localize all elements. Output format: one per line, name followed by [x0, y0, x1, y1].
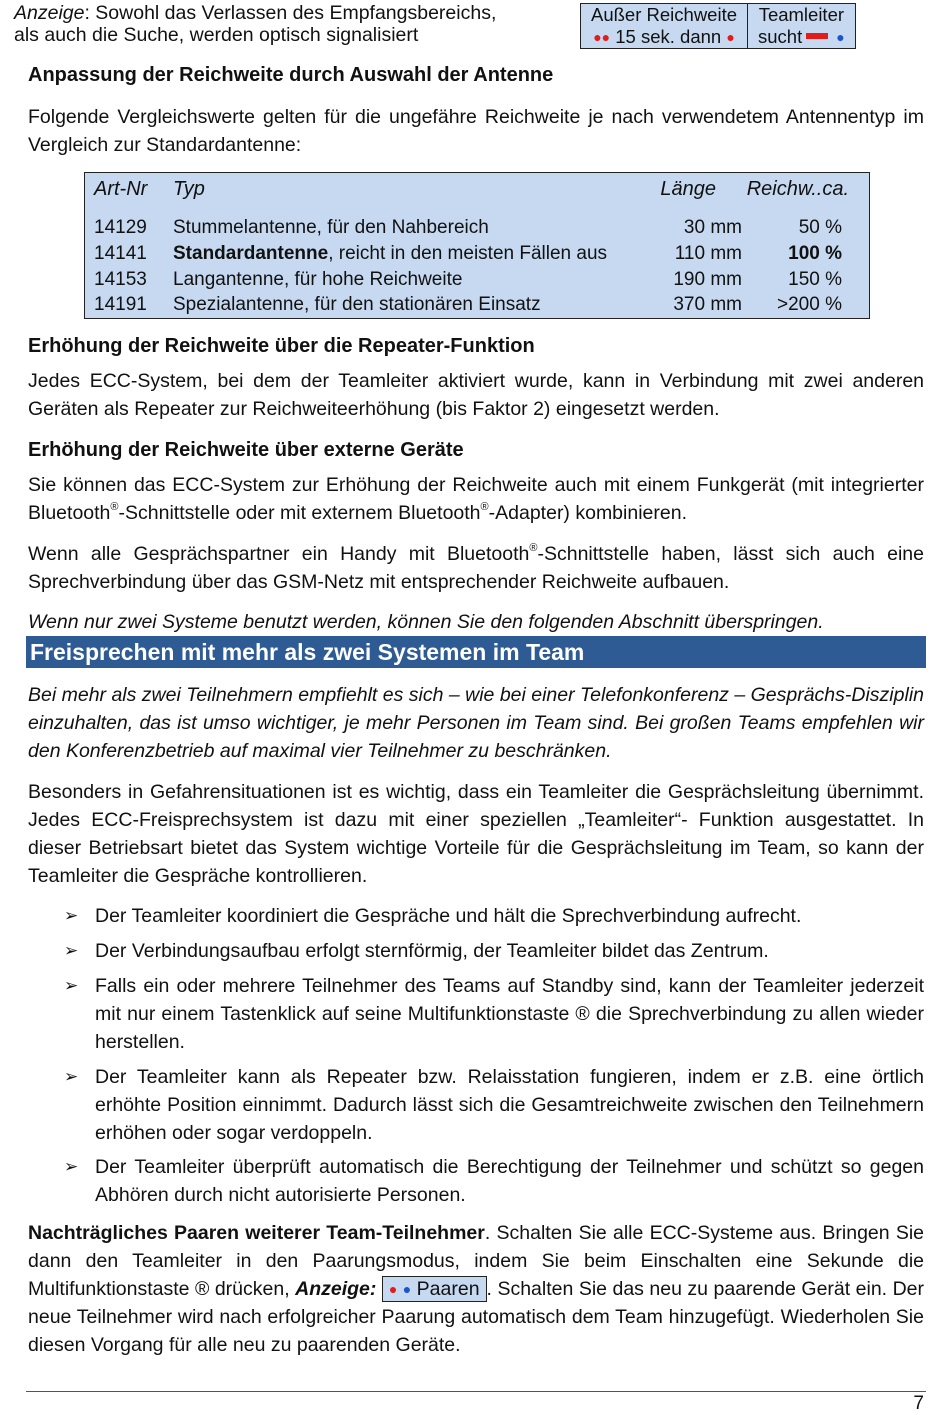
external-paragraph-2: Wenn alle Gesprächspartner ein Handy mit Bluetooth®-Schnittstelle haben, lässt sich auch eine Sprechverbindung über das GSM-Netz mit entsprechender Reichweite aufbauen.: [28, 542, 924, 593]
notice-label: Anzeige: [14, 2, 85, 24]
external-paragraph-1: Sie können das ECC-System zur Erhöhung der Reichweite auch mit einem Funkgerät (mit integrierter Bluetooth®-Schnittstelle oder mit externem Bluetooth®-Adapter) kombinieren.: [28, 474, 924, 524]
skip-note: Wenn nur zwei Systeme benutzt werden, können Sie den folgenden Abschnitt überspringen.: [28, 611, 824, 633]
heading-repeater: Erhöhung der Reichweite über die Repeater-Funktion: [28, 335, 535, 357]
list-item: ➢ Der Teamleiter koordiniert die Gespräche und hält die Sprechverbindung aufrecht.: [64, 902, 924, 930]
notice-text: Anzeige: Sowohl das Verlassen des Empfangsbereichs, als auch die Suche, werden optisch signalisiert: [14, 2, 497, 46]
heading-external: Erhöhung der Reichweite über externe Geräte: [28, 439, 464, 461]
repeater-paragraph: Jedes ECC-System, bei dem der Teamleiter aktiviert wurde, kann in Verbindung mit zwei anderen Geräten als Repeater zur Reichweiteerhöhung (bis Faktor 2) eingesetzt werden.: [28, 370, 925, 420]
table-row: 14141 Standardantenne, reicht in den meisten Fällen aus 110 mm 100 %: [94, 243, 842, 264]
pairing-heading: Nachträgliches Paaren weiterer Team-Teilnehmer: [28, 1222, 485, 1244]
list-item: ➢ Falls ein oder mehrere Teilnehmer des Teams auf Standby sind, kann der Teamleiter jederzeit mit nur einem Tastenklick auf seine Multifunktionstaste ® die Sprechverbindung zu allen wieder herstellen.: [64, 972, 924, 1056]
display-teamleader-searching: Teamleiter sucht ●: [747, 4, 855, 48]
page-number: 7: [913, 1393, 924, 1414]
red-dot-icon: ●: [726, 29, 735, 45]
section-banner: Freisprechen mit mehr als zwei Systemen im Team: [26, 636, 926, 668]
arrow-bullet-icon: ➢: [64, 1157, 79, 1176]
pairing-display-indicator: ● ● Paaren: [382, 1276, 487, 1302]
blue-dot-icon: ●: [836, 29, 845, 45]
top-notice: [0, 2, 896, 50]
team-intro-italic: Bei mehr als zwei Teilnehmern empfiehlt es sich – wie bei einer Telefonkonferenz – Gesprächs-Disziplin einzuhalten, das ist umso wichtiger, je mehr Personen im Team sind. Bei großen Teams empfehlen wir den Konferenzbetrieb auf maximal vier Teilnehmer zu beschränken.: [28, 684, 924, 762]
red-bar-icon: [806, 33, 828, 39]
pairing-paragraph: Nachträgliches Paaren weiterer Team-Teilnehmer. Schalten Sie alle ECC-Systeme aus. Bringen Sie dann den Teamleiter in den Paarungsmodus, indem Sie beim Einschalten eine Sekunde die Multifunktionstaste ® drücken, Anzeige: ● ● Paaren . Schalten Sie das neu zu paarende Gerät ein. Der neue Teilnehmer wird nach erfolgreicher Paarung automatisch dem Team hinzugefügt. Wiederholen Sie diesen Vorgang für alle neu zu paarenden Geräte.: [28, 1222, 925, 1356]
table-row: 14153 Langantenne, für hohe Reichweite 190 mm 150 %: [94, 269, 842, 290]
table-header: Art-Nr Typ Länge Reichw..ca.: [94, 178, 849, 200]
display-indicator-box: [580, 3, 856, 49]
footer-divider: [26, 1391, 926, 1392]
heading-antenna: Anpassung der Reichweite durch Auswahl der Antenne: [28, 64, 554, 86]
list-item: ➢ Der Teamleiter überprüft automatisch die Berechtigung der Teilnehmer und schützt so gegen Abhören durch nicht autorisierte Personen.: [64, 1153, 924, 1209]
teamleader-paragraph: Besonders in Gefahrensituationen ist es wichtig, dass ein Teamleiter die Gesprächsleitung übernimmt. Jedes ECC-Freisprechsystem ist dazu mit einer speziellen „Teamleiter“- Funktion ausgestattet. In dieser Betriebsart bietet das System wichtige Vorteile für die Gesprächsleitung im Team, so kann der Teamleiter die Gespräche kontrollieren.: [28, 781, 925, 887]
blue-dot-icon: ●: [402, 1281, 412, 1297]
arrow-bullet-icon: ➢: [64, 1067, 79, 1086]
table-row: 14129 Stummelantenne, für den Nahbereich 30 mm 50 %: [94, 217, 842, 238]
arrow-bullet-icon: ➢: [64, 976, 79, 995]
antenna-table: [84, 172, 870, 319]
display-out-of-range: Außer Reichweite ●● 15 sek. dann ●: [591, 4, 738, 47]
list-item: ➢ Der Verbindungsaufbau erfolgt sternförmig, der Teamleiter bildet das Zentrum.: [64, 937, 924, 965]
red-dot-icon: ●●: [593, 29, 611, 45]
arrow-bullet-icon: ➢: [64, 941, 79, 960]
red-dot-icon: ●: [388, 1281, 398, 1297]
arrow-bullet-icon: ➢: [64, 906, 79, 925]
list-item: ➢ Der Teamleiter kann als Repeater bzw. Relaisstation fungieren, indem er z.B. eine örtlich erhöhte Position einnimmt. Dadurch lässt sich die Gesamtreichweite zwischen den Teilnehmern erhöhen oder sogar verdoppeln.: [64, 1063, 924, 1147]
table-row: 14191 Spezialantenne, für den stationären Einsatz 370 mm >200 %: [94, 294, 842, 315]
antenna-intro: Folgende Vergleichswerte gelten für die ungefähre Reichweite je nach verwendetem Antennentyp im Vergleich zur Standardantenne:: [28, 106, 924, 156]
